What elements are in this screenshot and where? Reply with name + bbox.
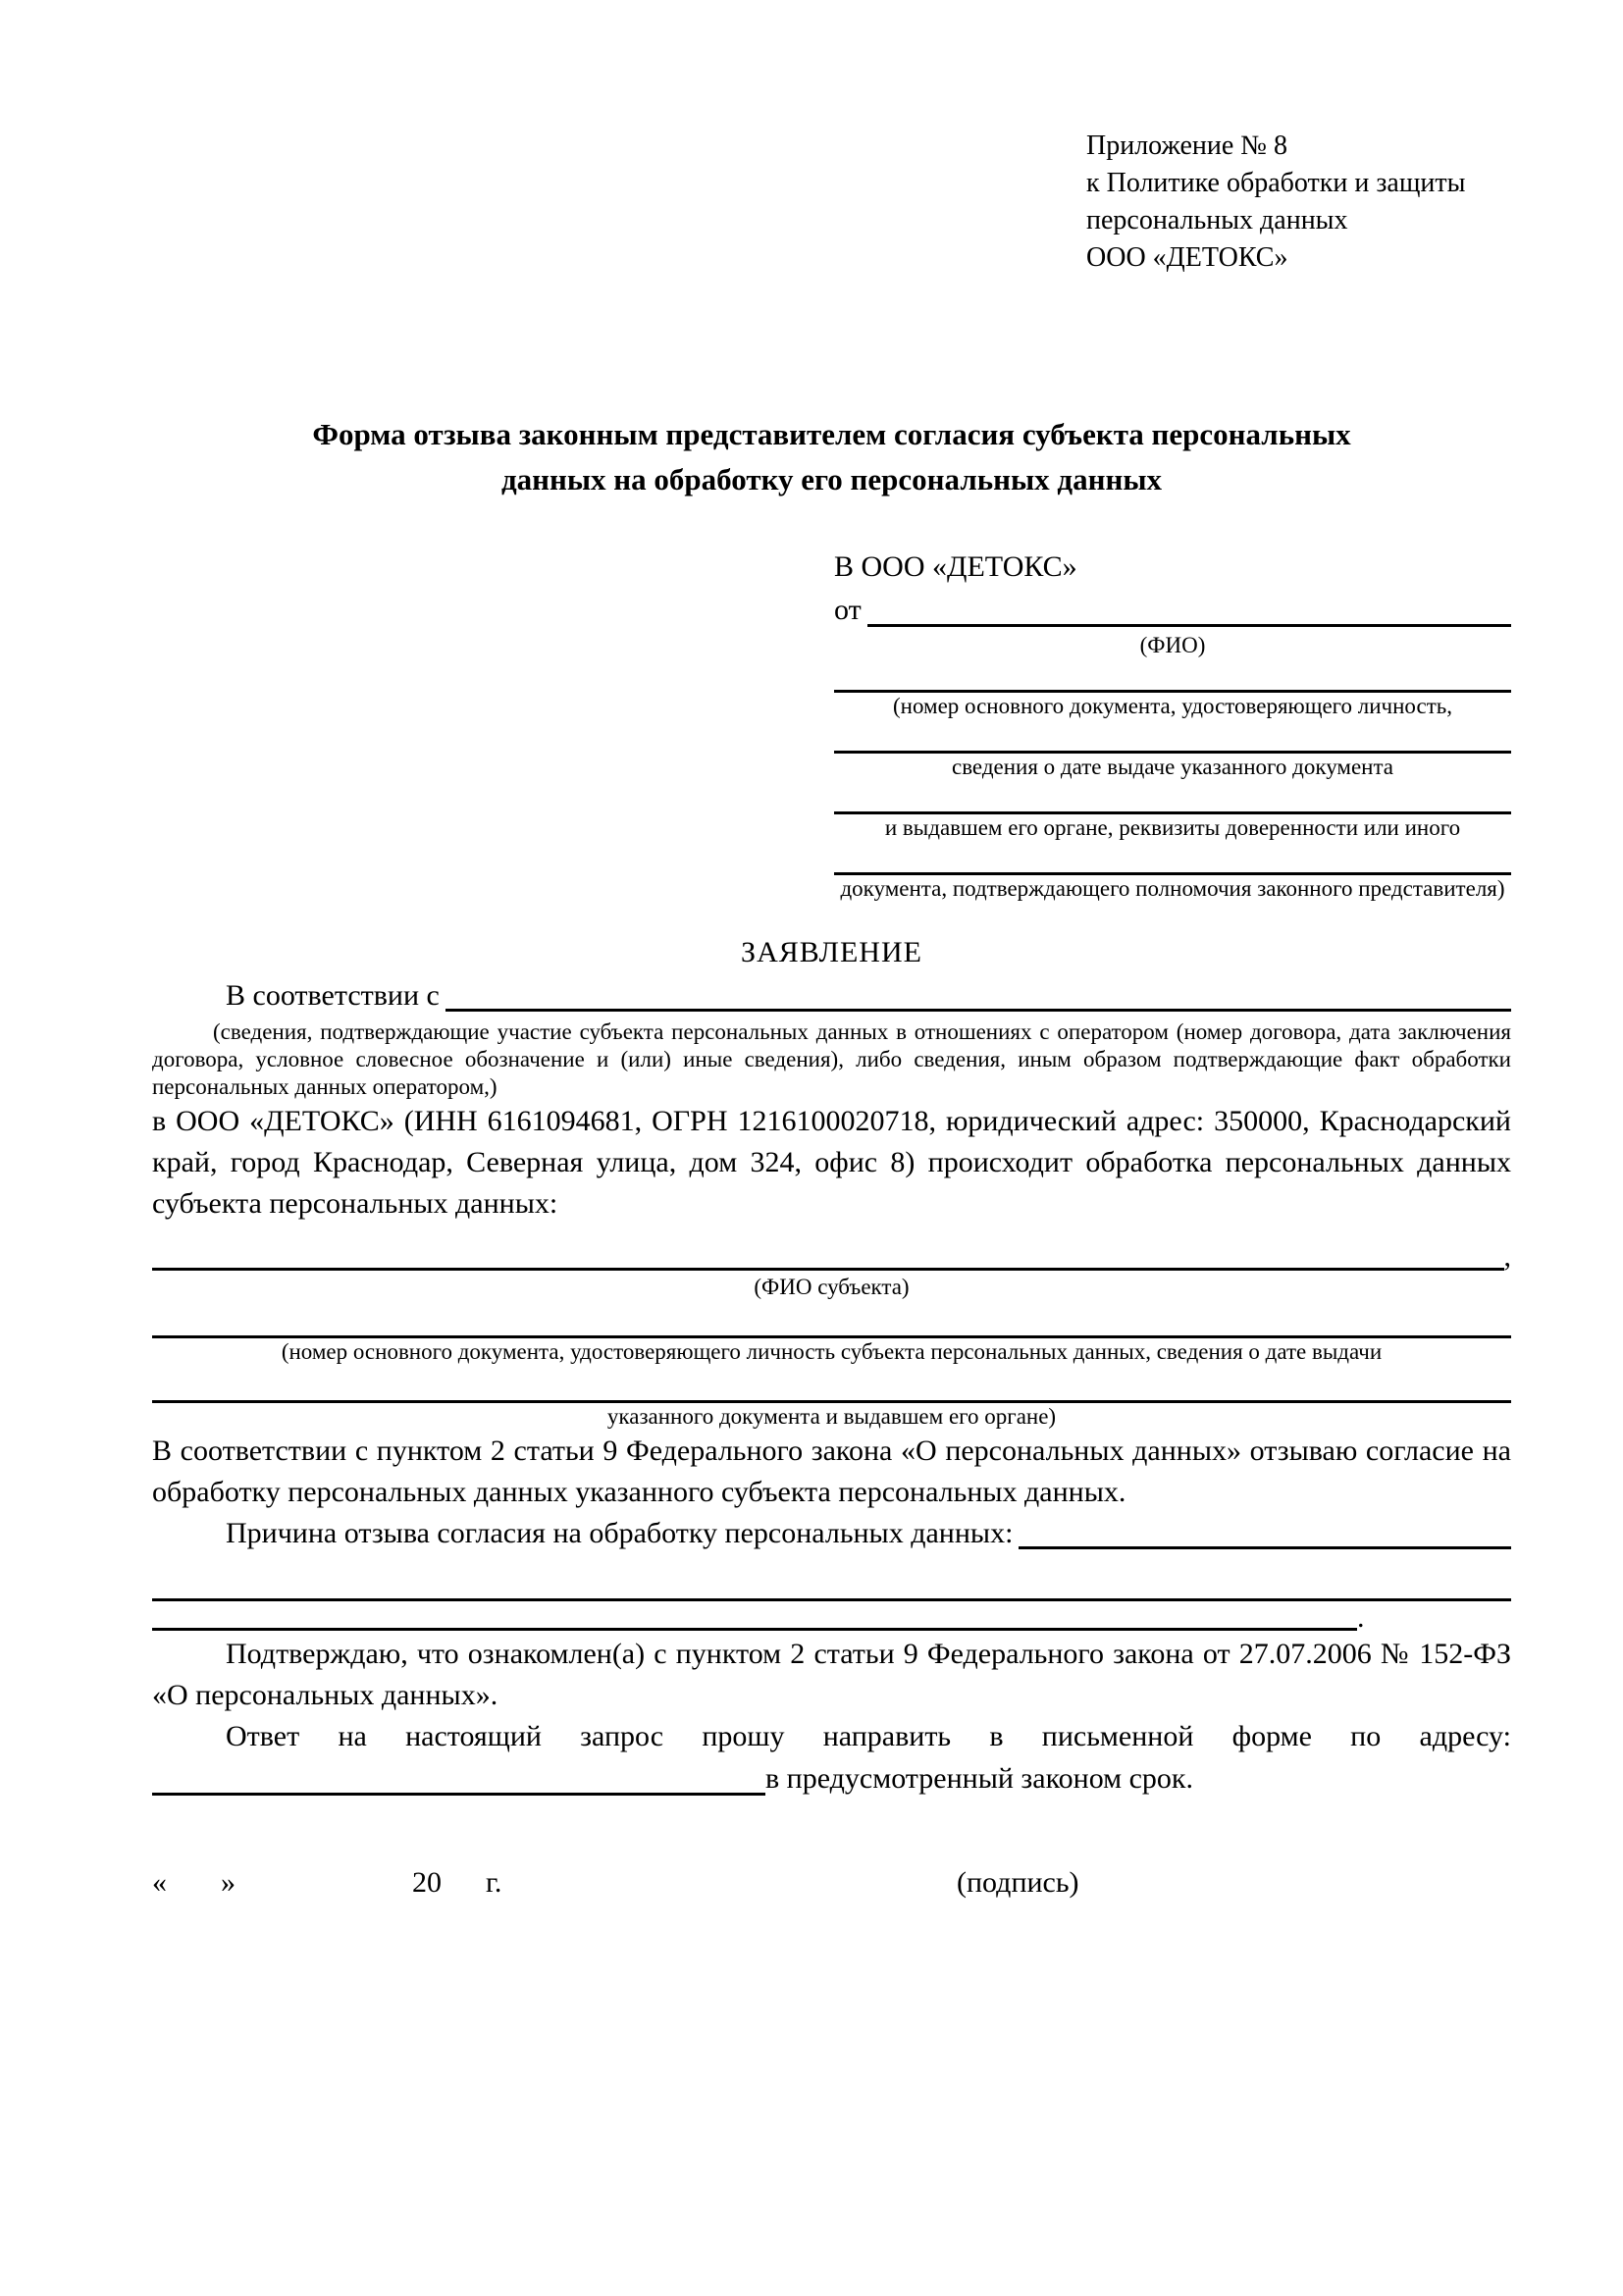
reason-blank-field-2: [152, 1601, 1357, 1631]
appendix-line: ООО «ДЕТОКС»: [1086, 242, 1288, 273]
identity-doc-caption: (номер основного документа, удостоверяющего личность,: [892, 694, 1452, 718]
intro-footnote: (сведения, подтверждающие участие субъекта персональных данных в отношениях с оператором (номер договора, дата заключения договора, условное словесное обозначение и (или) иные сведения), либо сведения, иным образом подтверждающие факт обработки персональных данных оператором,): [152, 1019, 1511, 1099]
issuing-authority-caption: и выдавшем его органе, реквизиты доверенности или иного: [884, 815, 1461, 840]
reason-period: .: [1357, 1601, 1365, 1634]
subject-doc-blank-field-1: [152, 1301, 1511, 1338]
date-year-suffix: г.: [486, 1866, 502, 1899]
from-blank-field: [867, 589, 1511, 627]
appendix-line: Приложение № 8: [1086, 130, 1287, 161]
date-year-blank-field: [442, 1861, 486, 1905]
addressee-from-line: [834, 589, 1511, 632]
reply-suffix: в предусмотренный законом срок.: [765, 1762, 1193, 1795]
identity-doc-blank-field: [834, 659, 1511, 693]
reply-paragraph: Ответ на настоящий запрос прошу направить в письменной форме по адресу:: [226, 1720, 1511, 1752]
signature-line: [957, 1861, 1511, 1905]
reply-address-blank-field: [152, 1757, 765, 1796]
confirm-paragraph: Подтверждаю, что ознакомлен(а) с пунктом 2 статьи 9 Федерального закона от 27.07.2006 № 152-ФЗ «О персональных данных».: [152, 1638, 1511, 1711]
reply-address-line: [152, 1757, 1511, 1800]
date-day-blank-field: [167, 1861, 221, 1905]
appendix-line: к Политике обработки и защиты: [1086, 168, 1466, 198]
subject-fio-comma: ,: [1503, 1240, 1511, 1273]
subject-fio-caption: (ФИО субъекта): [754, 1275, 910, 1299]
date-quote-open: «: [152, 1866, 167, 1899]
appendix-note: [1086, 128, 1511, 277]
reason-blank-line-2: [152, 1601, 1511, 1634]
signature-caption: (подпись): [957, 1866, 1079, 1899]
document-title: Форма отзыва законным представителем согласия субъекта персональных данных на обработку его персональных данных: [312, 417, 1351, 496]
reason-prefix: Причина отзыва согласия на обработку персональных данных:: [226, 1517, 1014, 1549]
subject-doc-blank-field-2: [152, 1366, 1511, 1403]
reason-blank-line-1: [152, 1554, 1511, 1601]
intro-line: [152, 975, 1511, 1017]
representative-authority-blank-field: [834, 842, 1511, 875]
addressee-block: [834, 546, 1511, 903]
subject-doc-caption-1: (номер основного документа, удостоверяющего личность субъекта персональных данных, сведения о дате выдачи: [281, 1339, 1383, 1364]
addressee-to: В ООО «ДЕТОКС»: [834, 550, 1077, 583]
issue-date-caption: сведения о дате выдаче указанного документа: [951, 755, 1394, 779]
date-quote-close: »: [221, 1866, 236, 1899]
signature-footer: [152, 1861, 1511, 1905]
date-year-prefix: 20: [412, 1866, 442, 1899]
intro-prefix: В соответствии с: [226, 979, 440, 1012]
subject-fio-line: [152, 1240, 1511, 1274]
issue-date-blank-field: [834, 720, 1511, 754]
date-month-blank-field: [236, 1861, 412, 1905]
fio-caption: (ФИО): [1139, 633, 1206, 657]
appendix-line: персональных данных: [1086, 205, 1348, 235]
reason-line: [152, 1513, 1511, 1554]
from-label: от: [834, 594, 862, 626]
operator-paragraph: в ООО «ДЕТОКС» (ИНН 6161094681, ОГРН 1216100020718, юридический адрес: 350000, Краснодарский край, город Краснодар, Северная улица, дом 324, офис 8) происходит обработка персональных данных субъекта персональных данных:: [152, 1105, 1511, 1220]
subject-fio-blank-field: [152, 1240, 1504, 1271]
withdrawal-paragraph: В соответствии с пунктом 2 статьи 9 Федерального закона «О персональных данных» отзываю согласие на обработку персональных данных указанного субъекта персональных данных.: [152, 1435, 1511, 1508]
representative-authority-caption: документа, подтверждающего полномочия законного представителя): [840, 876, 1505, 901]
issuing-authority-blank-field: [834, 781, 1511, 814]
statement-heading: ЗАЯВЛЕНИЕ: [741, 936, 922, 968]
reason-blank-field: [1019, 1513, 1511, 1549]
subject-doc-caption-2: указанного документа и выдавшем его органе): [606, 1404, 1057, 1429]
date-line: [152, 1861, 501, 1905]
intro-blank-field: [445, 975, 1511, 1012]
